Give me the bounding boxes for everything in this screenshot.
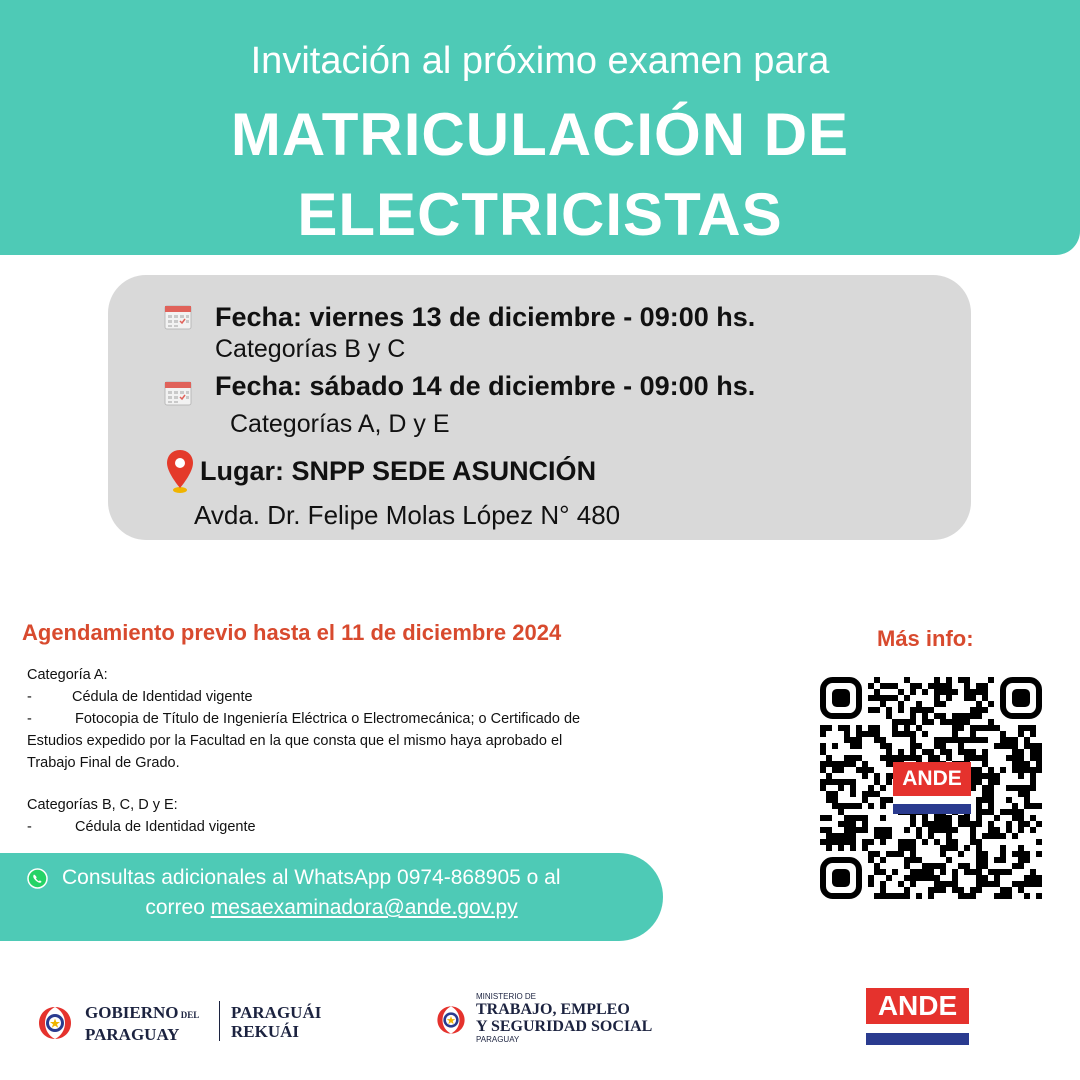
date1: Fecha: viernes 13 de diciembre - 09:00 hs. [215,302,756,332]
whatsapp-icon [27,868,48,889]
address: Avda. Dr. Felipe Molas López N° 480 [194,500,621,530]
requirements-text: Trabajo Final de Grado. [27,755,180,771]
requirements-item: - Cédula de Identidad vigente [27,689,253,705]
contact-line1: Consultas adicionales al WhatsApp 0974-868905 o al [62,866,561,889]
header-title-line2: ELECTRICISTAS [297,181,783,248]
paraguai-rekuai-text: PARAGUÁI REKUÁI [231,1003,322,1041]
agenda-deadline: Agendamiento previo hasta el 11 de diciembre 2024 [22,620,562,645]
categories1: Categorías B y C [215,335,406,363]
gobierno-paraguay-logo [33,1001,333,1045]
logo-divider [219,1001,220,1041]
categories2: Categorías A, D y E [230,410,450,438]
header-banner [0,0,1080,255]
requirements-item: - Cédula de Identidad vigente [27,819,256,835]
mtess-logo [432,990,672,1050]
national-seal-icon [33,1003,77,1043]
email-link[interactable]: mesaexaminadora@ande.gov.py [210,896,518,919]
place: Lugar: SNPP SEDE ASUNCIÓN [200,456,597,486]
header-title-line1: MATRICULACIÓN DE [230,101,850,168]
schedule-box [108,275,971,540]
mtess-text: MINISTERIO DE TRABAJO, EMPLEO Y SEGURIDAD SOCIAL PARAGUAY [476,992,653,1044]
qr-ande-badge: ANDE [893,762,971,814]
location-pin-icon [166,448,194,494]
calendar-icon [164,303,192,330]
requirements-cat-a-title: Categoría A: [27,667,108,683]
date2: Fecha: sábado 14 de diciembre - 09:00 hs. [215,371,756,401]
requirements-item: - Fotocopia de Título de Ingeniería Eléctrica o Electromecánica; o Certificado de [27,711,581,727]
national-seal-icon [432,1003,470,1037]
requirements-text: Estudios expedido por la Facultad en la que consta que el mismo haya aprobado el [27,733,563,749]
contact-line2: correo mesaexaminadora@ande.gov.py [145,896,518,919]
requirements-cat-bcde-title: Categorías B, C, D y E: [27,797,178,813]
calendar-icon [164,379,192,406]
ande-logo: ANDE [866,988,969,1046]
header-subtitle: Invitación al próximo examen para [250,40,830,82]
contact-banner [0,853,663,941]
gobierno-text: GOBIERNO DEL PARAGUAY [85,1003,200,1044]
mas-info-label: Más info: [877,626,974,651]
